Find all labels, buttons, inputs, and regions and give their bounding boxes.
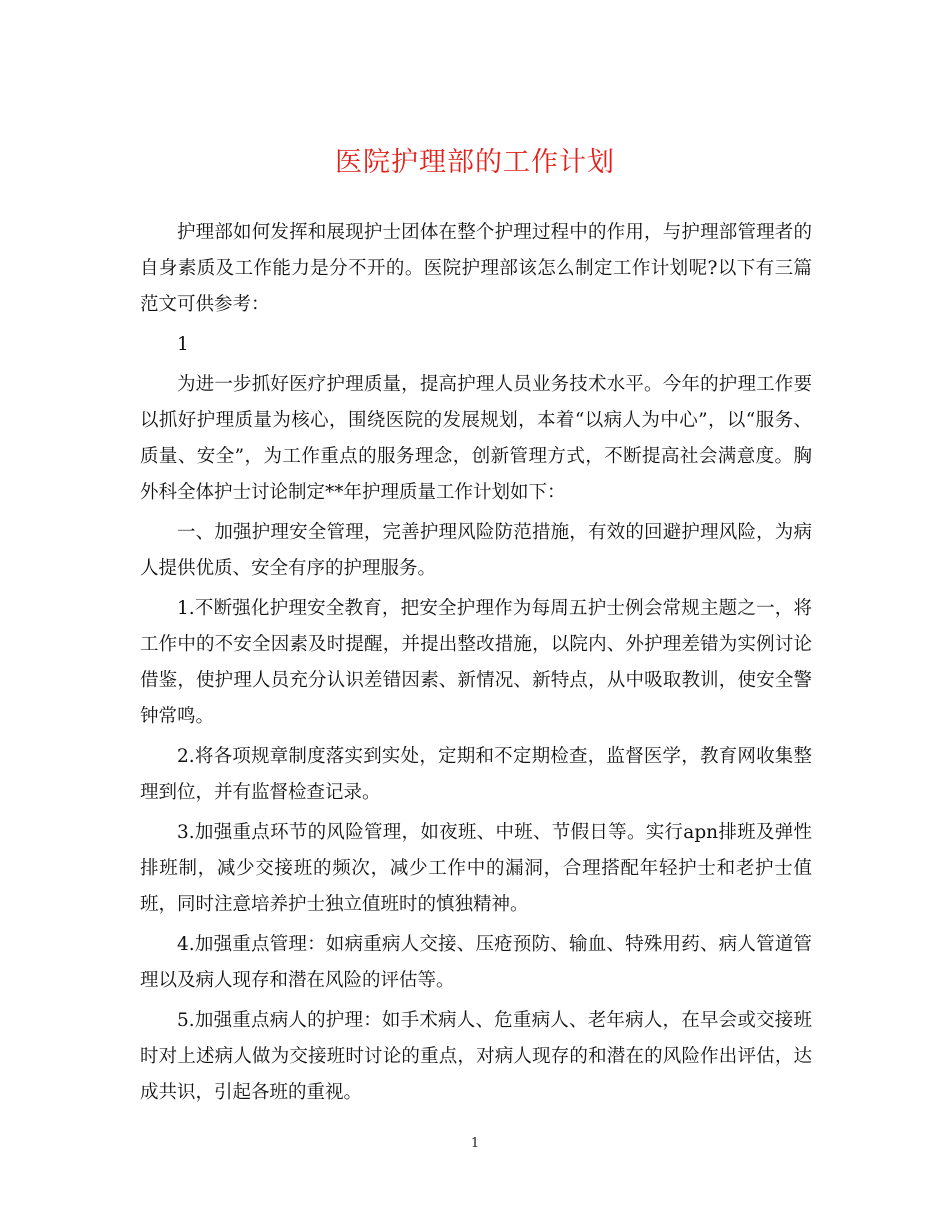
section-heading-paragraph: 一、加强护理安全管理，完善护理风险防范措施，有效的回避护理风险，为病人提供优质、安全有序的护理服务。 (140, 522, 812, 579)
document-body (140, 215, 812, 1115)
page-number: 1 (470, 1136, 480, 1151)
list-item-3: 3.加强重点环节的风险管理，如夜班、中班、节假日等。实行apn排班及弹性排班制，减少交接班的频次，减少工作中的漏洞，合理搭配年轻护士和老护士值班，同时注意培养护士独立值班时的慎独精神。 (140, 822, 812, 915)
list-item-4: 4.加强重点管理：如病重病人交接、压疮预防、输血、特殊用药、病人管道管理以及病人现存和潜在风险的评估等。 (140, 934, 812, 991)
body-paragraph: 为进一步抓好医疗护理质量，提高护理人员业务技术水平。今年的护理工作要以抓好护理质量为核心，围绕医院的发展规划，本着“以病人为中心”，以“服务、质量、安全”，为工作重点的服务理念，创新管理方式，不断提高社会满意度。胸外科全体护士讨论制定**年护理质量工作计划如下： (140, 374, 812, 503)
document-title: 医院护理部的工作计划 (335, 147, 615, 178)
section-number: 1 (177, 334, 189, 355)
list-item-5: 5.加强重点病人的护理：如手术病人、危重病人、老年病人，在早会或交接班时对上述病人做为交接班时讨论的重点，对病人现存的和潜在的风险作出评估，达成共识，引起各班的重视。 (140, 1010, 812, 1103)
list-item-2: 2.将各项规章制度落实到实处，定期和不定期检查，监督医学，教育网收集整理到位，并有监督检查记录。 (140, 746, 812, 803)
intro-paragraph: 护理部如何发挥和展现护士团体在整个护理过程中的作用，与护理部管理者的自身素质及工作能力是分不开的。医院护理部该怎么制定工作计划呢?以下有三篇范文可供参考： (140, 222, 812, 315)
list-item-1: 1.不断强化护理安全教育，把安全护理作为每周五护士例会常规主题之一，将工作中的不安全因素及时提醒，并提出整改措施，以院内、外护理差错为实例讨论借鉴，使护理人员充分认识差错因素、新情况、新特点，从中吸取教训，使安全警钟常鸣。 (140, 598, 812, 727)
